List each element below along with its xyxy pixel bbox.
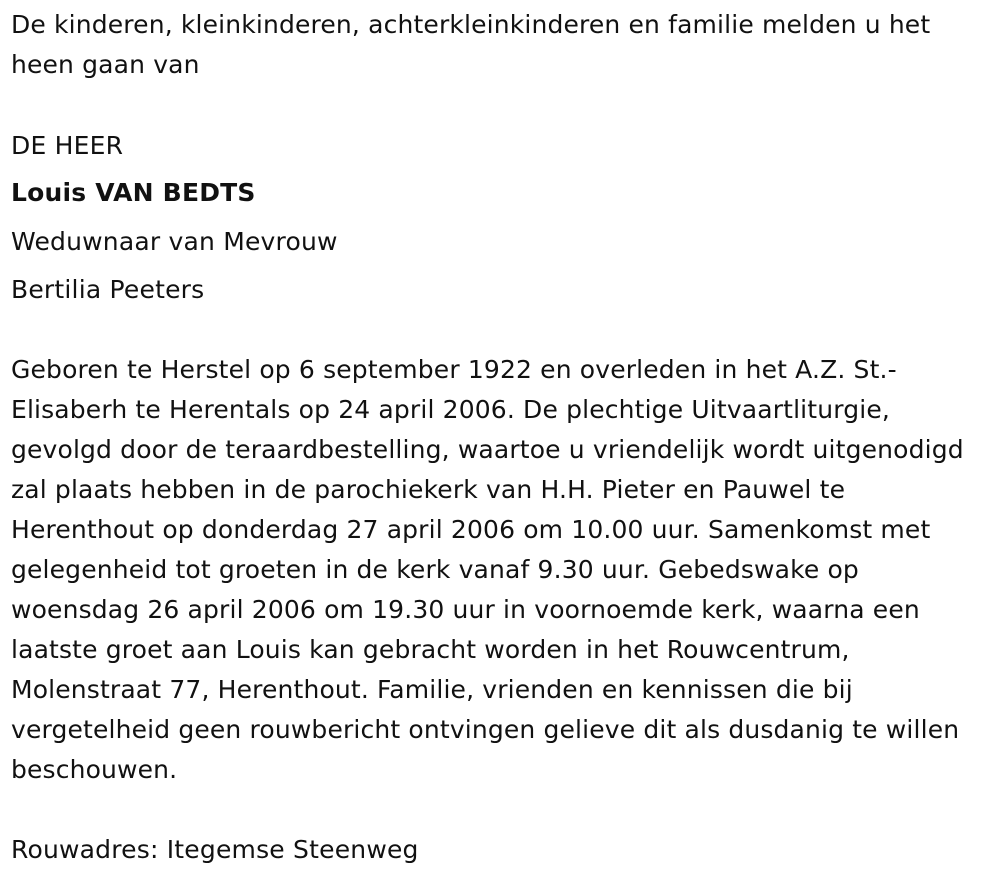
notice-body: Geboren te Herstel op 6 september 1922 en overleden in het A.Z. St.-Elisaberh te Herentals op 24 april 2006. De plechtige Uitvaartliturgie, gevolgd door de teraardbestelling, waartoe u vriendelijk wordt uitgenodigd zal plaats hebben in de parochiekerk van H.H. Pieter en Pauwel te Herenthout op donderdag 27 april 2006 om 10.00 uur. Samenkomst met gelegenheid tot groeten in de kerk vanaf 9.30 uur. Gebedswake op woensdag 26 april 2006 om 19.30 uur in voornoemde kerk, waarna een laatste groet aan Louis kan gebracht worden in het Rouwcentrum, Molenstraat 77, Herenthout. Familie, vrienden en kennissen die bij vergetelheid geen rouwbericht ontvingen gelieve dit als dusdanig te willen beschouwen. xyxy=(11,355,964,784)
honorific: DE HEER xyxy=(11,131,124,160)
relation-line-1: Weduwnaar van Mevrouw xyxy=(11,227,338,256)
deceased-name: Louis VAN BEDTS xyxy=(11,178,256,207)
relation-line-2: Bertilia Peeters xyxy=(11,275,205,304)
mourning-address: Rouwadres: Itegemse Steenweg xyxy=(11,835,419,864)
intro-text: De kinderen, kleinkinderen, achterkleinkinderen en familie melden u het heen gaan van xyxy=(11,10,931,79)
